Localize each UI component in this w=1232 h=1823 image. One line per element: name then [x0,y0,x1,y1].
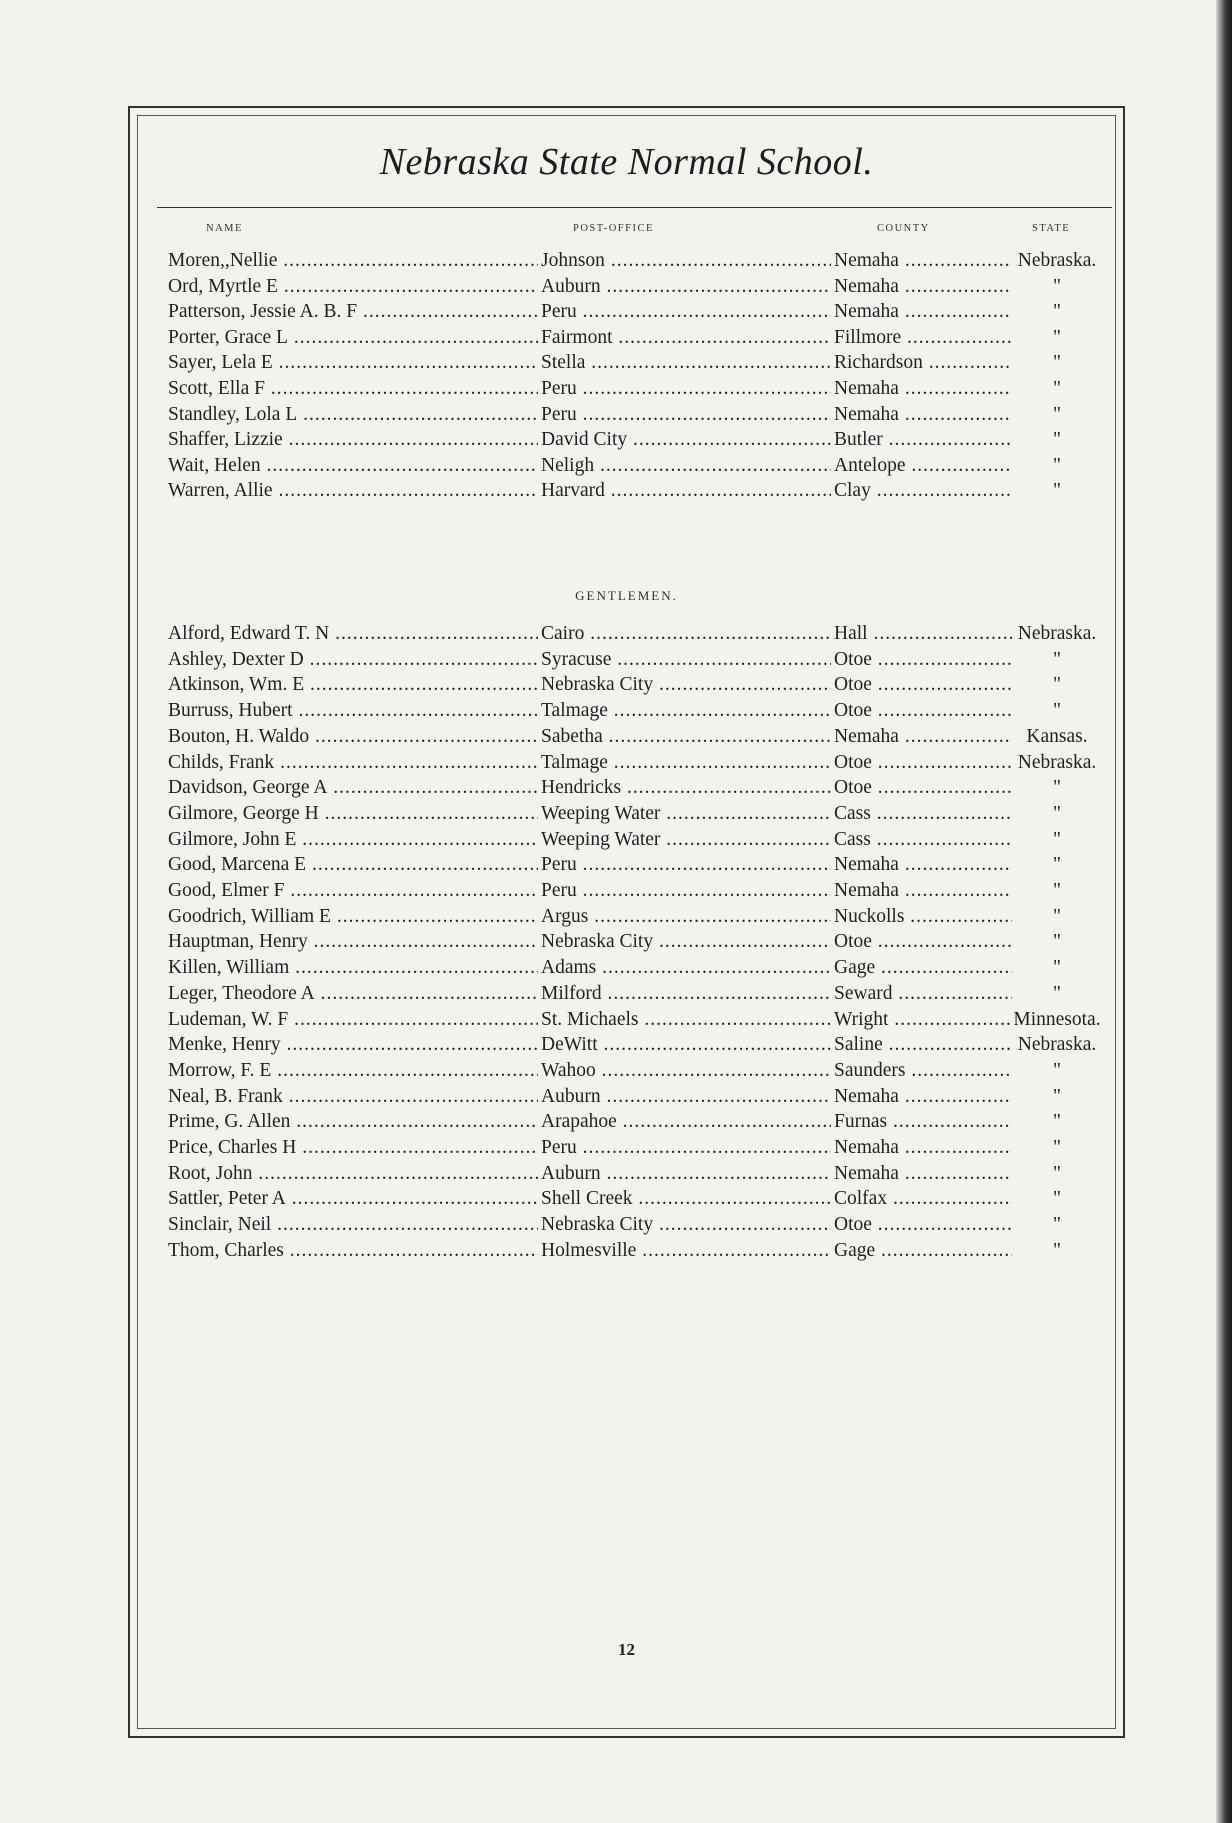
county: Nemaha ..... [834,402,1012,428]
gentlemen-heading: GENTLEMEN. [575,588,678,603]
post-office: Auburn ..... [541,1161,831,1187]
county: Seward ..... [834,981,1012,1007]
post-office: David City ..... [541,427,831,453]
post-office: Milford ..... [541,981,831,1007]
person-name: Neal, B. Frank ..... [168,1084,538,1110]
person-name: Sayer, Lela E ..... [168,350,538,376]
county: Otoe ..... [834,1212,1012,1238]
state: " [1053,648,1061,670]
state: " [1053,301,1061,323]
state: Nebraska. [1017,623,1097,644]
county: Cass ..... [834,827,1012,853]
state: Nebraska. [1017,250,1097,271]
person-name: Good, Marcena E ..... [168,852,538,878]
county: Nemaha ..... [834,299,1012,325]
person-name: Ashley, Dexter D ..... [168,647,538,673]
header-post-office: POST-OFFICE [573,223,654,234]
list-item [168,698,1110,724]
state: Minnesota. [1013,1008,1101,1030]
list-item [168,1109,1110,1135]
county: Otoe ..... [834,929,1012,955]
list-item [168,453,1110,479]
person-name: Davidson, George A ..... [168,775,538,801]
post-office: Argus ..... [541,904,831,930]
list-item [168,299,1110,325]
county: Richardson ..... [834,350,1012,376]
person-name: Burruss, Hubert ..... [168,698,538,724]
post-office: Cairo ..... [541,621,831,647]
person-name: Ludeman, W. F ..... [168,1007,538,1033]
state: " [1053,957,1061,979]
county: Nemaha ..... [834,1084,1012,1110]
county: Nemaha ..... [834,878,1012,904]
post-office: Auburn ..... [541,1084,831,1110]
list-item [168,750,1110,776]
state: " [1053,777,1061,799]
post-office: Arapahoe ..... [541,1109,831,1135]
person-name: Alford, Edward T. N ..... [168,621,538,647]
county: Otoe ..... [834,647,1012,673]
person-name: Menke, Henry ..... [168,1032,538,1058]
state: " [1053,880,1061,901]
county: Nemaha ..... [834,376,1012,402]
state: " [1053,1162,1061,1184]
person-name: Good, Elmer F ..... [168,878,538,904]
post-office: Neligh ..... [541,453,831,479]
post-office: Auburn ..... [541,274,831,300]
post-office: Peru ..... [541,1135,831,1161]
post-office: Harvard ..... [541,478,831,504]
state: " [1053,275,1061,297]
list-item [168,350,1110,376]
county: Antelope ..... [834,453,1012,479]
county: Gage ..... [834,955,1012,981]
person-name: Thom, Charles ..... [168,1238,538,1264]
post-office: Syracuse ..... [541,647,831,673]
list-item [168,1058,1110,1084]
post-office: Fairmont ..... [541,325,831,351]
state: " [1053,674,1061,696]
list-item [168,427,1110,453]
state: " [1053,700,1061,722]
state: " [1053,931,1061,953]
list-item [168,1032,1110,1058]
person-name: Warren, Allie ..... [168,478,538,504]
header-county: COUNTY [877,223,930,234]
county: Wright ..... [834,1007,1012,1033]
county: Nemaha ..... [834,274,1012,300]
person-name: Standley, Lola L ..... [168,402,538,428]
state: " [1053,326,1061,348]
list-item [168,672,1110,698]
list-item [168,1007,1110,1033]
post-office: St. Michaels ..... [541,1007,831,1033]
county: Fillmore ..... [834,325,1012,351]
header-name: NAME [206,223,243,234]
county: Hall ..... [834,621,1012,647]
list-item [168,248,1110,274]
list-item [168,775,1110,801]
list-item [168,1212,1110,1238]
state: " [1053,352,1061,374]
list-item [168,801,1110,827]
county: Otoe ..... [834,672,1012,698]
state: " [1053,1137,1061,1158]
page-number: 12 [618,1640,635,1659]
state: " [1053,1085,1061,1107]
post-office: Weeping Water ..... [541,801,831,827]
person-name: Sinclair, Neil ..... [168,1212,538,1238]
person-name: Prime, G. Allen ..... [168,1109,538,1135]
post-office: Talmage ..... [541,698,831,724]
county: Clay ..... [834,478,1012,504]
list-item [168,274,1110,300]
person-name: Price, Charles H ..... [168,1135,538,1161]
post-office: Talmage ..... [541,750,831,776]
state: " [1053,982,1061,1004]
page-title: Nebraska State Normal School. [379,141,874,183]
list-item [168,1084,1110,1110]
post-office: Peru ..... [541,299,831,325]
state: " [1053,1214,1061,1236]
state: " [1053,1239,1061,1261]
list-item [168,955,1110,981]
state: " [1053,1059,1061,1081]
post-office: Sabetha ..... [541,724,831,750]
post-office: Stella ..... [541,350,831,376]
state: " [1053,828,1061,850]
state: " [1053,403,1061,425]
county: Otoe ..... [834,698,1012,724]
list-item [168,647,1110,673]
county: Nemaha ..... [834,248,1012,274]
county: Nemaha ..... [834,852,1012,878]
post-office: Nebraska City ..... [541,672,831,698]
post-office: DeWitt ..... [541,1032,831,1058]
post-office: Shell Creek ..... [541,1186,831,1212]
county: Furnas ..... [834,1109,1012,1135]
state: " [1053,1111,1061,1133]
state: " [1053,454,1061,476]
state: " [1053,854,1061,876]
person-name: Atkinson, Wm. E ..... [168,672,538,698]
post-office: Peru ..... [541,402,831,428]
county: Otoe ..... [834,775,1012,801]
person-name: Childs, Frank ..... [168,750,538,776]
state: " [1053,802,1061,824]
state: Kansas. [1026,725,1088,747]
title-rule [157,207,1112,208]
person-name: Patterson, Jessie A. B. F ..... [168,299,538,325]
list-item [168,981,1110,1007]
post-office: Holmesville ..... [541,1238,831,1264]
county: Otoe ..... [834,750,1012,776]
list-item [168,621,1110,647]
person-name: Gilmore, John E ..... [168,827,538,853]
post-office: Peru ..... [541,878,831,904]
post-office: Adams ..... [541,955,831,981]
list-item [168,827,1110,853]
post-office: Hendricks ..... [541,775,831,801]
state: Nebraska. [1017,751,1097,773]
post-office: Peru ..... [541,376,831,402]
person-name: Shaffer, Lizzie ..... [168,427,538,453]
list-item [168,1161,1110,1187]
person-name: Killen, William ..... [168,955,538,981]
page-edge-shadow [1216,0,1232,1823]
person-name: Sattler, Peter A ..... [168,1186,538,1212]
state: " [1053,480,1061,502]
county: Nemaha ..... [834,724,1012,750]
person-name: Scott, Ella F ..... [168,376,538,402]
list-item [168,478,1110,504]
list-item [168,1238,1110,1264]
county: Cass ..... [834,801,1012,827]
person-name: Morrow, F. E ..... [168,1058,538,1084]
county: Gage ..... [834,1238,1012,1264]
person-name: Gilmore, George H ..... [168,801,538,827]
post-office: Wahoo ..... [541,1058,831,1084]
list-item [168,852,1110,878]
post-office: Johnson ..... [541,248,831,274]
post-office: Peru ..... [541,852,831,878]
county: Nemaha ..... [834,1161,1012,1187]
county: Nuckolls ..... [834,904,1012,930]
person-name: Bouton, H. Waldo ..... [168,724,538,750]
person-name: Ord, Myrtle E ..... [168,274,538,300]
person-name: Root, John ..... [168,1161,538,1187]
person-name: Porter, Grace L ..... [168,325,538,351]
post-office: Nebraska City ..... [541,929,831,955]
county: Saunders ..... [834,1058,1012,1084]
state: " [1053,378,1061,399]
list-item [168,1135,1110,1161]
post-office: Weeping Water ..... [541,827,831,853]
county: Colfax ..... [834,1186,1012,1212]
list-item [168,904,1110,930]
person-name: Moren,,Nellie ..... [168,248,538,274]
list-item [168,376,1110,402]
list-item [168,1186,1110,1212]
county: Butler ..... [834,427,1012,453]
state: " [1053,429,1061,451]
header-state: STATE [1032,223,1071,234]
person-name: Leger, Theodore A ..... [168,981,538,1007]
county: Nemaha ..... [834,1135,1012,1161]
state: " [1053,905,1061,927]
person-name: Wait, Helen ..... [168,453,538,479]
post-office: Nebraska City ..... [541,1212,831,1238]
list-item [168,325,1110,351]
person-name: Hauptman, Henry ..... [168,929,538,955]
list-item [168,724,1110,750]
list-item [168,929,1110,955]
county: Saline ..... [834,1032,1012,1058]
list-item [168,402,1110,428]
state: Nebraska. [1017,1034,1097,1056]
person-name: Goodrich, William E ..... [168,904,538,930]
state: " [1053,1188,1061,1210]
list-item [168,878,1110,904]
